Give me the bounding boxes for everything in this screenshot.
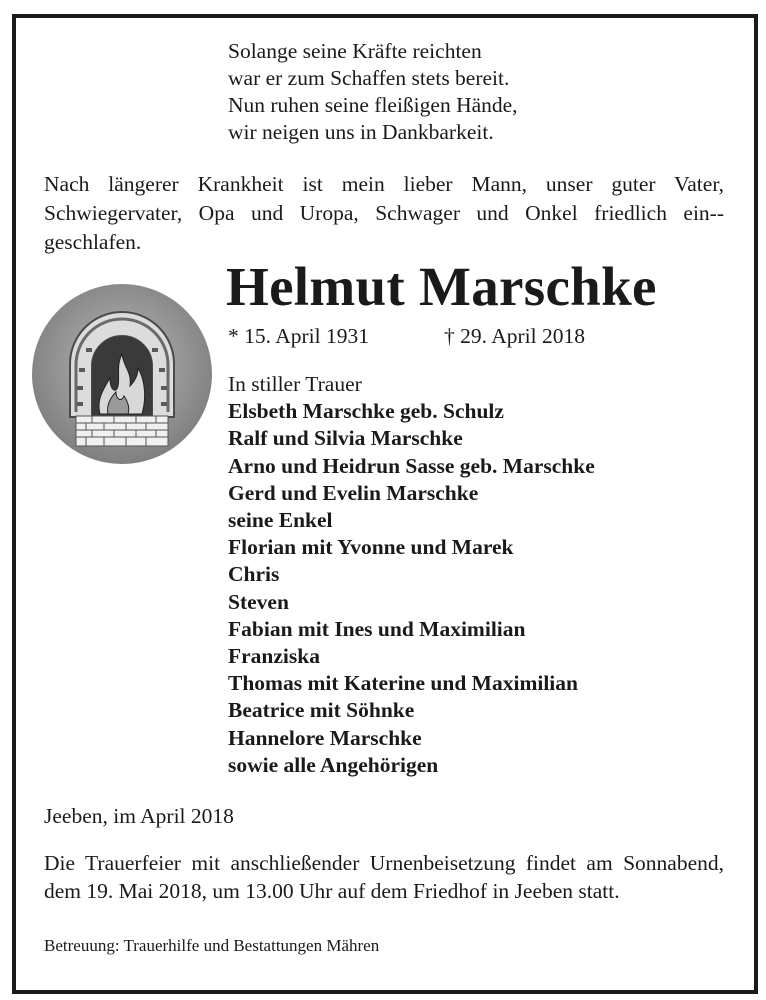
birth-date: * 15. April 1931: [228, 324, 369, 348]
deceased-name: Helmut Marschke: [226, 256, 657, 317]
poem-line: Solange seine Kräfte reichten: [228, 39, 482, 63]
mourners-heading: In stiller Trauer: [228, 372, 362, 396]
mourner-name: Arno und Heidrun Sasse geb. Marschke: [228, 453, 595, 478]
life-dates: [228, 324, 585, 349]
mourner-name: Fabian mit Ines und Maximilian: [228, 616, 526, 641]
poem-line: war er zum Schaffen stets bereit.: [228, 66, 510, 90]
mourner-name: Ralf und Silvia Marschke: [228, 426, 463, 451]
mourner-name: Gerd und Evelin Marschke: [228, 480, 479, 505]
mourner-name: Hannelore Marschke: [228, 725, 422, 750]
mourners-list: [228, 371, 595, 779]
poem-line: Nun ruhen seine fleißigen Hände,: [228, 93, 518, 117]
poem-line: wir neigen uns in Dankbarkeit.: [228, 120, 494, 144]
ceremony-info: Die Trauerfeier mit anschließender Urnenbeisetzung findet am Sonnabend, dem 19. Mai 2018, um 13.00 Uhr auf dem Friedhof in Jeeben statt.: [44, 851, 724, 903]
intro-text: Nach längerer Krankheit ist mein lieber Mann, unser guter Vater, Schwiegervater, Opa und Uropa, Schwager und Onkel friedlich ein-geschlafen.: [44, 172, 724, 254]
memorial-poem: [228, 38, 518, 146]
place-date: Jeeben, im April 2018: [44, 804, 234, 828]
mourner-name: Beatrice mit Söhnke: [228, 698, 415, 723]
mourner-name: Steven: [228, 589, 289, 614]
death-date: † 29. April 2018: [444, 324, 585, 348]
mourner-name: sowie alle Angehörigen: [228, 752, 439, 777]
mourner-name: Franziska: [228, 644, 320, 669]
horseshoe-flame-emblem-icon: [30, 282, 215, 467]
mourner-name: Thomas mit Katerine und Maximilian: [228, 671, 578, 696]
mourner-name: Chris: [228, 562, 280, 587]
undertaker-credit: Betreuung: Trauerhilfe und Bestattungen Mähren: [44, 936, 380, 955]
mourner-name: seine Enkel: [228, 508, 333, 533]
mourner-name: Elsbeth Marschke geb. Schulz: [228, 399, 504, 424]
mourner-name: Florian mit Yvonne und Marek: [228, 535, 514, 560]
